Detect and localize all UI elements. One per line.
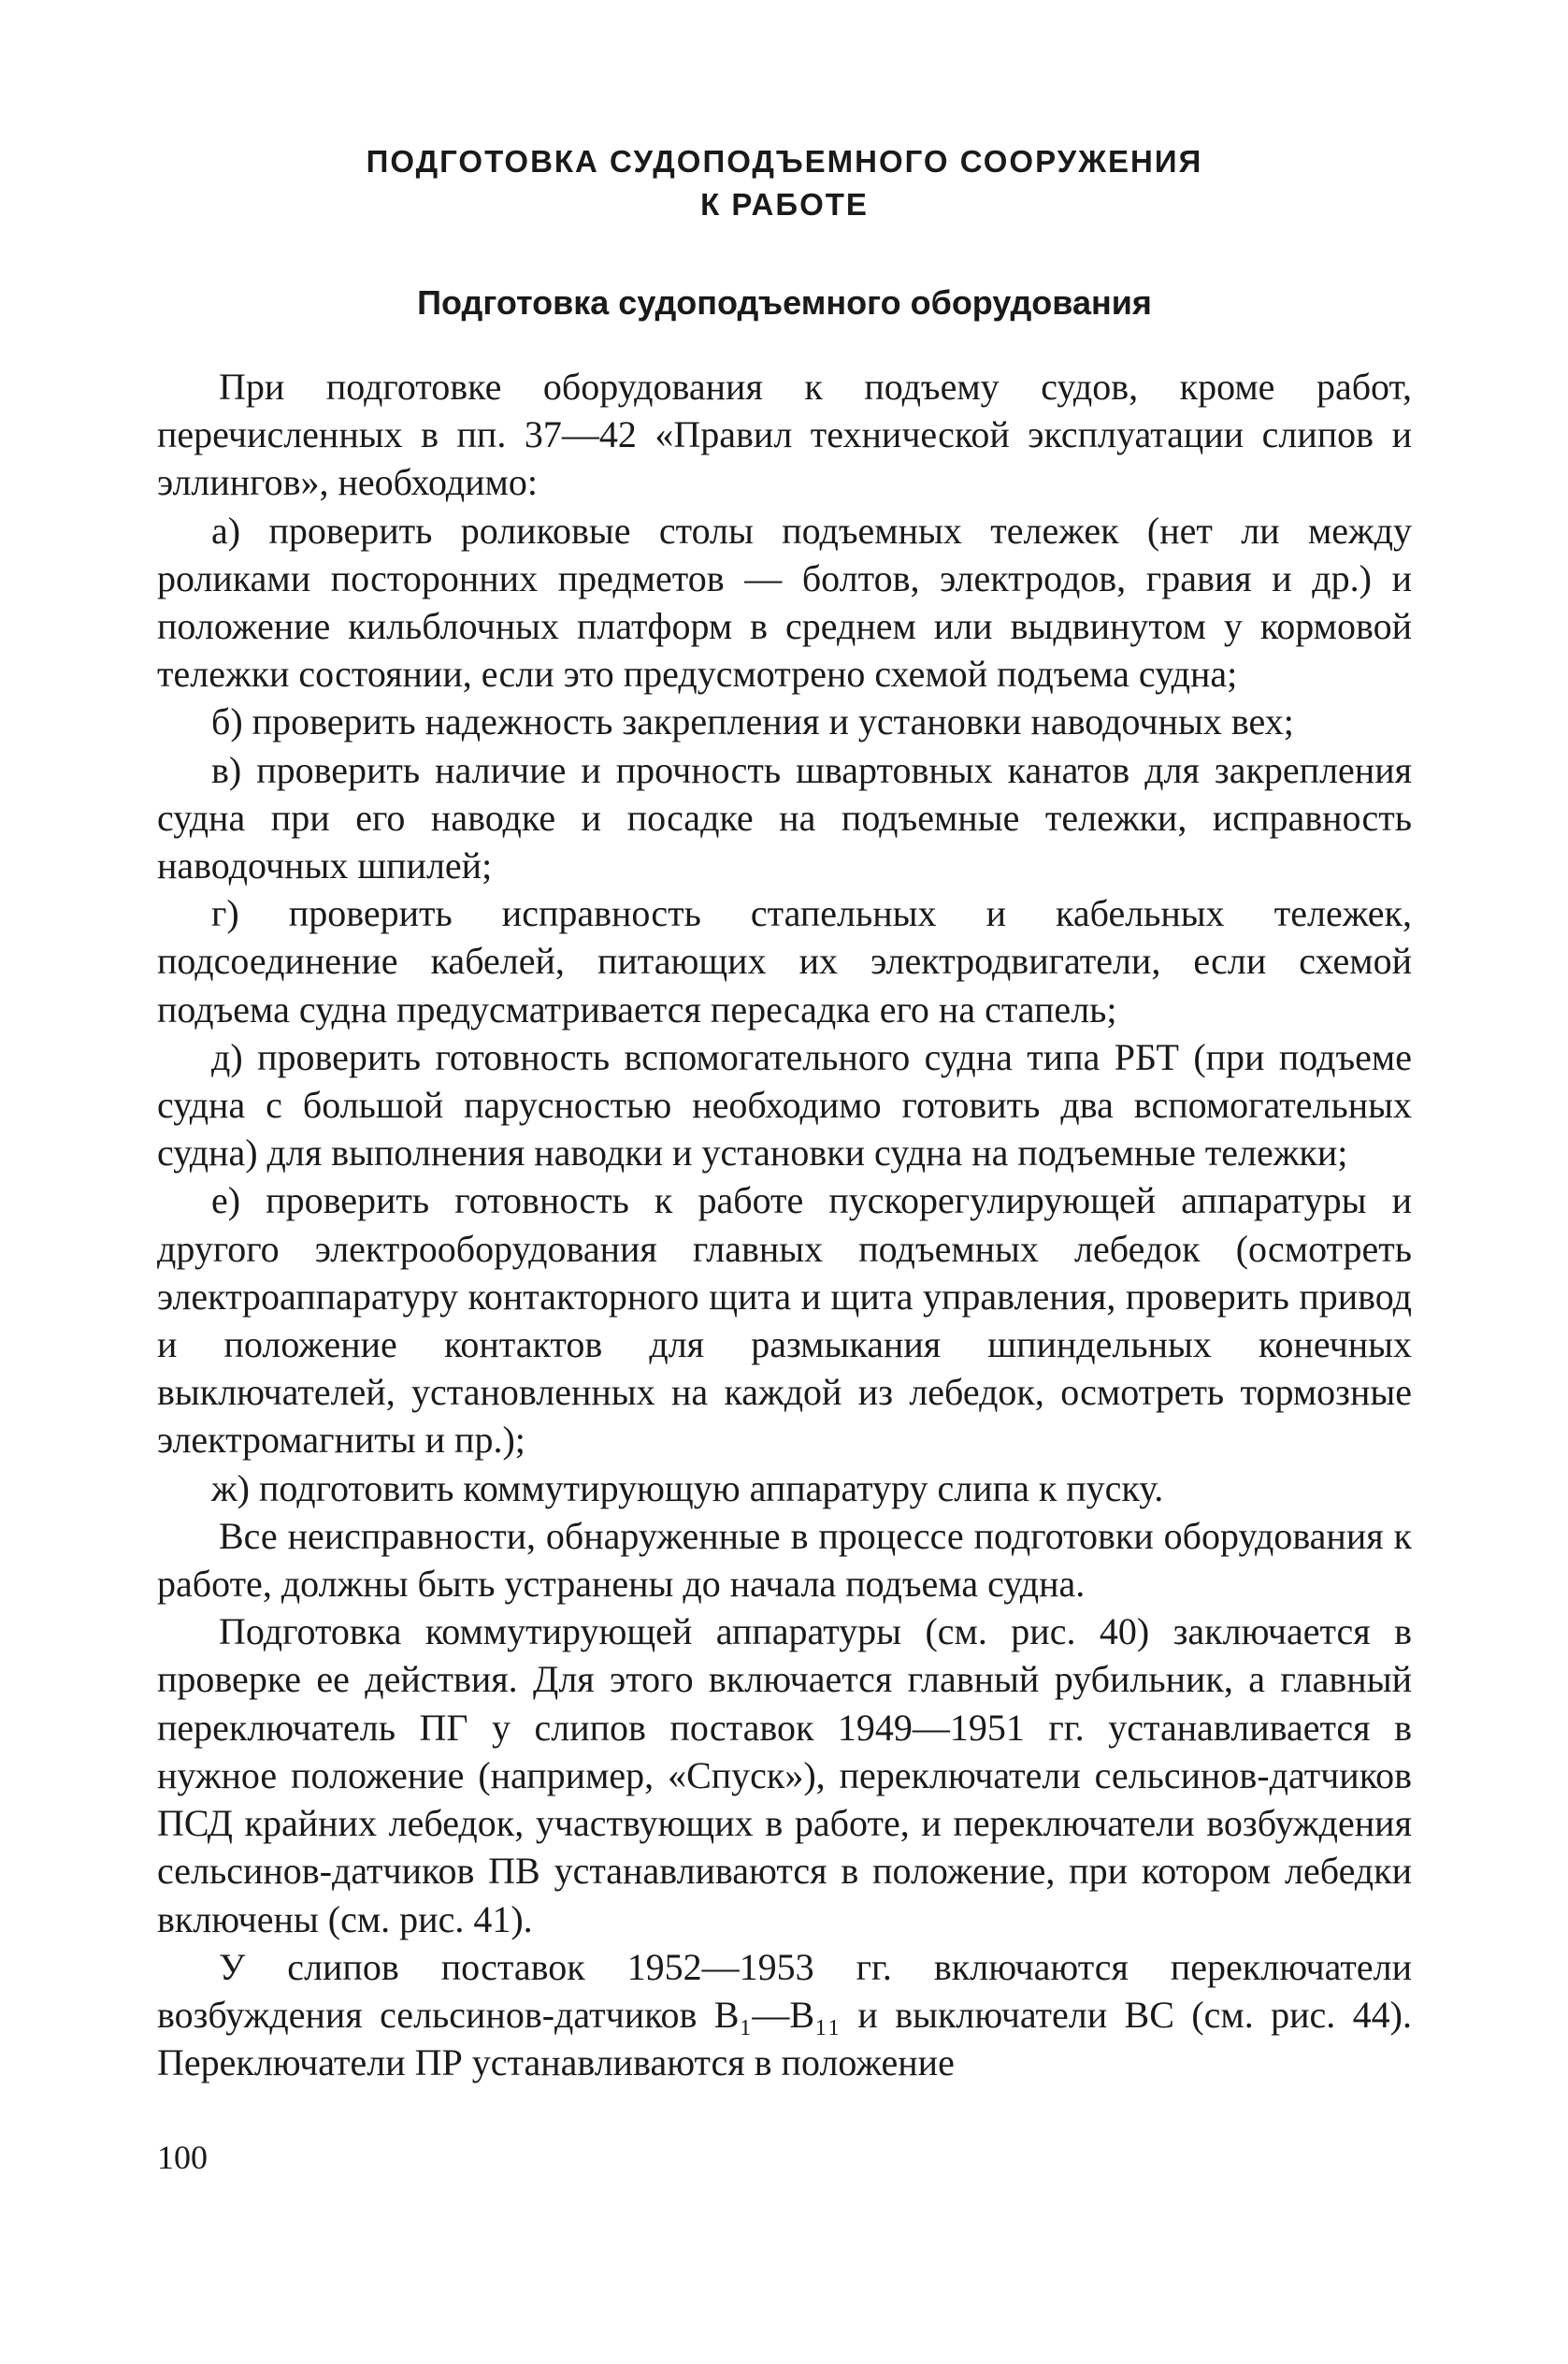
paragraph-intro: При подготовке оборудования к подъему судов, кроме работ, перечисленных в пп. 37—42 «Правил технической эксплуатации слипов и эллингов», необходимо:: [157, 366, 1412, 504]
chapter-title-line-2: К РАБОТЕ: [700, 187, 869, 222]
paragraph-slips-1952: У слипов поставок 1952—1953 гг. включаются переключатели возбуждения сельсинов-датчиков B₁—B₁₁ и выключатели ВС (см. рис. 44). Переключатели ПР устанавливаются в положение: [157, 1945, 1412, 2084]
paragraph-faults: Все неисправности, обнаруженные в процессе подготовки оборудования к работе, должны быть устранены до начала подъема судна.: [157, 1514, 1412, 1606]
section-title: Подготовка судоподъемного оборудования: [417, 283, 1152, 322]
paragraph-switching-equipment: Подготовка коммутирующей аппаратуры (см. рис. 40) заключается в проверке ее действия. Для этого включается главный рубильник, а главный переключатель ПГ у слипов поставок 1949—1951 гг. устанавливается в нужное положение (например, «Спуск»), переключатели сельсинов-датчиков ПСД крайних лебедок, участвующих в работе, и переключатели возбуждения сельсинов-датчиков ПВ устанавливаются в положение, при котором лебедки включены (см. рис. 41).: [157, 1610, 1412, 1940]
body-text: [157, 363, 1412, 2086]
book-page: [157, 140, 1412, 2086]
list-item-e: е) проверить готовность к работе пускорегулирующей аппаратуры и другого электрооборудования главных подъемных лебедок (осмотреть электроаппаратуру контакторного щита и щита управления, проверить привод и положение контактов для размыкания шпиндельных конечных выключателей, установленных на каждой из лебедок, осмотреть тормозные электромагниты и пр.);: [157, 1179, 1412, 1462]
list-item-zh: ж) подготовить коммутирующую аппаратуру слипа к пуску.: [211, 1466, 1164, 1509]
chapter-title: [157, 140, 1412, 226]
list-item-v: в) проверить наличие и прочность швартовных канатов для закрепления судна при его наводке и посадке на подъемные тележки, исправность наводочных шпилей;: [157, 748, 1412, 887]
page-number: 100: [157, 2139, 208, 2176]
list-item-b: б) проверить надежность закрепления и установки наводочных вех;: [211, 700, 1294, 743]
list-item-d: д) проверить готовность вспомогательного судна типа РБТ (при подъеме судна с большой парусностью необходимо готовить два вспомогательных судна) для выполнения наводки и установки судна на подъемные тележки;: [157, 1035, 1412, 1175]
list-item-a: а) проверить роликовые столы подъемных тележек (нет ли между роликами посторонних предметов — болтов, электродов, гравия и др.) и положение кильблочных платформ в среднем или выдвинутом у кормовой тележки состоянии, если это предусмотрено схемой подъема судна;: [157, 509, 1412, 696]
list-item-g: г) проверить исправность стапельных и кабельных тележек, подсоединение кабелей, питающих их электродвигатели, если схемой подъема судна предусматривается пересадка его на стапель;: [157, 892, 1412, 1031]
chapter-title-line-1: ПОДГОТОВКА СУДОПОДЪЕМНОГО СООРУЖЕНИЯ: [366, 144, 1203, 179]
